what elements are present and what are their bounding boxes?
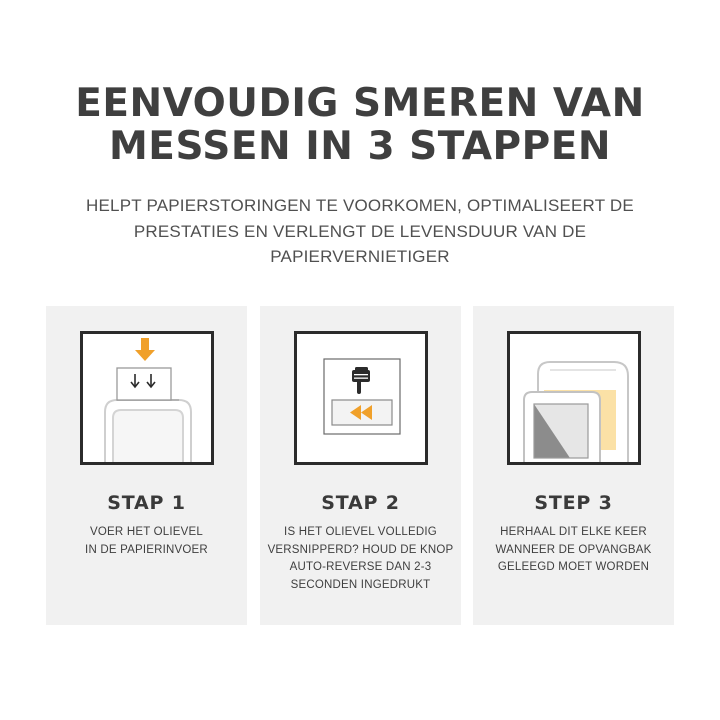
page-subtitle-line: HELPT PAPIERSTORINGEN TE VOORKOMEN, OPTIMALISEERT DE — [86, 196, 634, 215]
page-title-line: EENVOUDIG SMEREN VAN — [75, 81, 645, 126]
step-2-description-line: AUTO-REVERSE DAN 2-3 — [289, 561, 432, 573]
step-1-description — [46, 524, 247, 559]
step-3-title: STEP 3 — [534, 492, 613, 514]
step-2-description — [260, 524, 461, 594]
step-1-description-line: VOER HET OLIEVEL — [90, 526, 203, 538]
step-card-1 — [46, 306, 247, 625]
step-2-description-line: VERSNIPPERD? HOUD DE KNOP — [267, 543, 454, 556]
page-title-line: MESSEN IN 3 STAPPEN — [109, 124, 611, 169]
step-2-illustration-frame — [294, 331, 428, 465]
page-subtitle-line: PAPIERVERNIETIGER — [270, 247, 450, 266]
step-1-illustration-frame — [80, 331, 214, 465]
step-2-title: STAP 2 — [321, 492, 400, 514]
step-card-2 — [260, 306, 461, 625]
page-subtitle — [60, 193, 660, 270]
oil-sheet-insert-icon — [83, 334, 211, 462]
step-3-description-line: WANNEER DE OPVANGBAK — [495, 543, 652, 556]
step-3-illustration-frame — [507, 331, 641, 465]
shredder-bin-icon — [510, 334, 638, 462]
page-title — [0, 82, 720, 168]
step-1-title: STAP 1 — [107, 492, 186, 514]
step-3-description-line: HERHAAL DIT ELKE KEER — [500, 526, 647, 538]
step-3-description-line: GELEEGD MOET WORDEN — [497, 561, 650, 573]
step-2-description-line: IS HET OLIEVEL VOLLEDIG — [284, 526, 437, 538]
page-subtitle-line: PRESTATIES EN VERLENGT DE LEVENSDUUR VAN DE — [133, 221, 587, 241]
step-card-3 — [473, 306, 674, 625]
step-3-description — [473, 524, 674, 577]
step-1-description-line: IN DE PAPIERINVOER — [85, 543, 208, 556]
step-2-description-line: SECONDEN INGEDRUKT — [290, 578, 431, 591]
auto-reverse-button-icon — [297, 334, 425, 462]
